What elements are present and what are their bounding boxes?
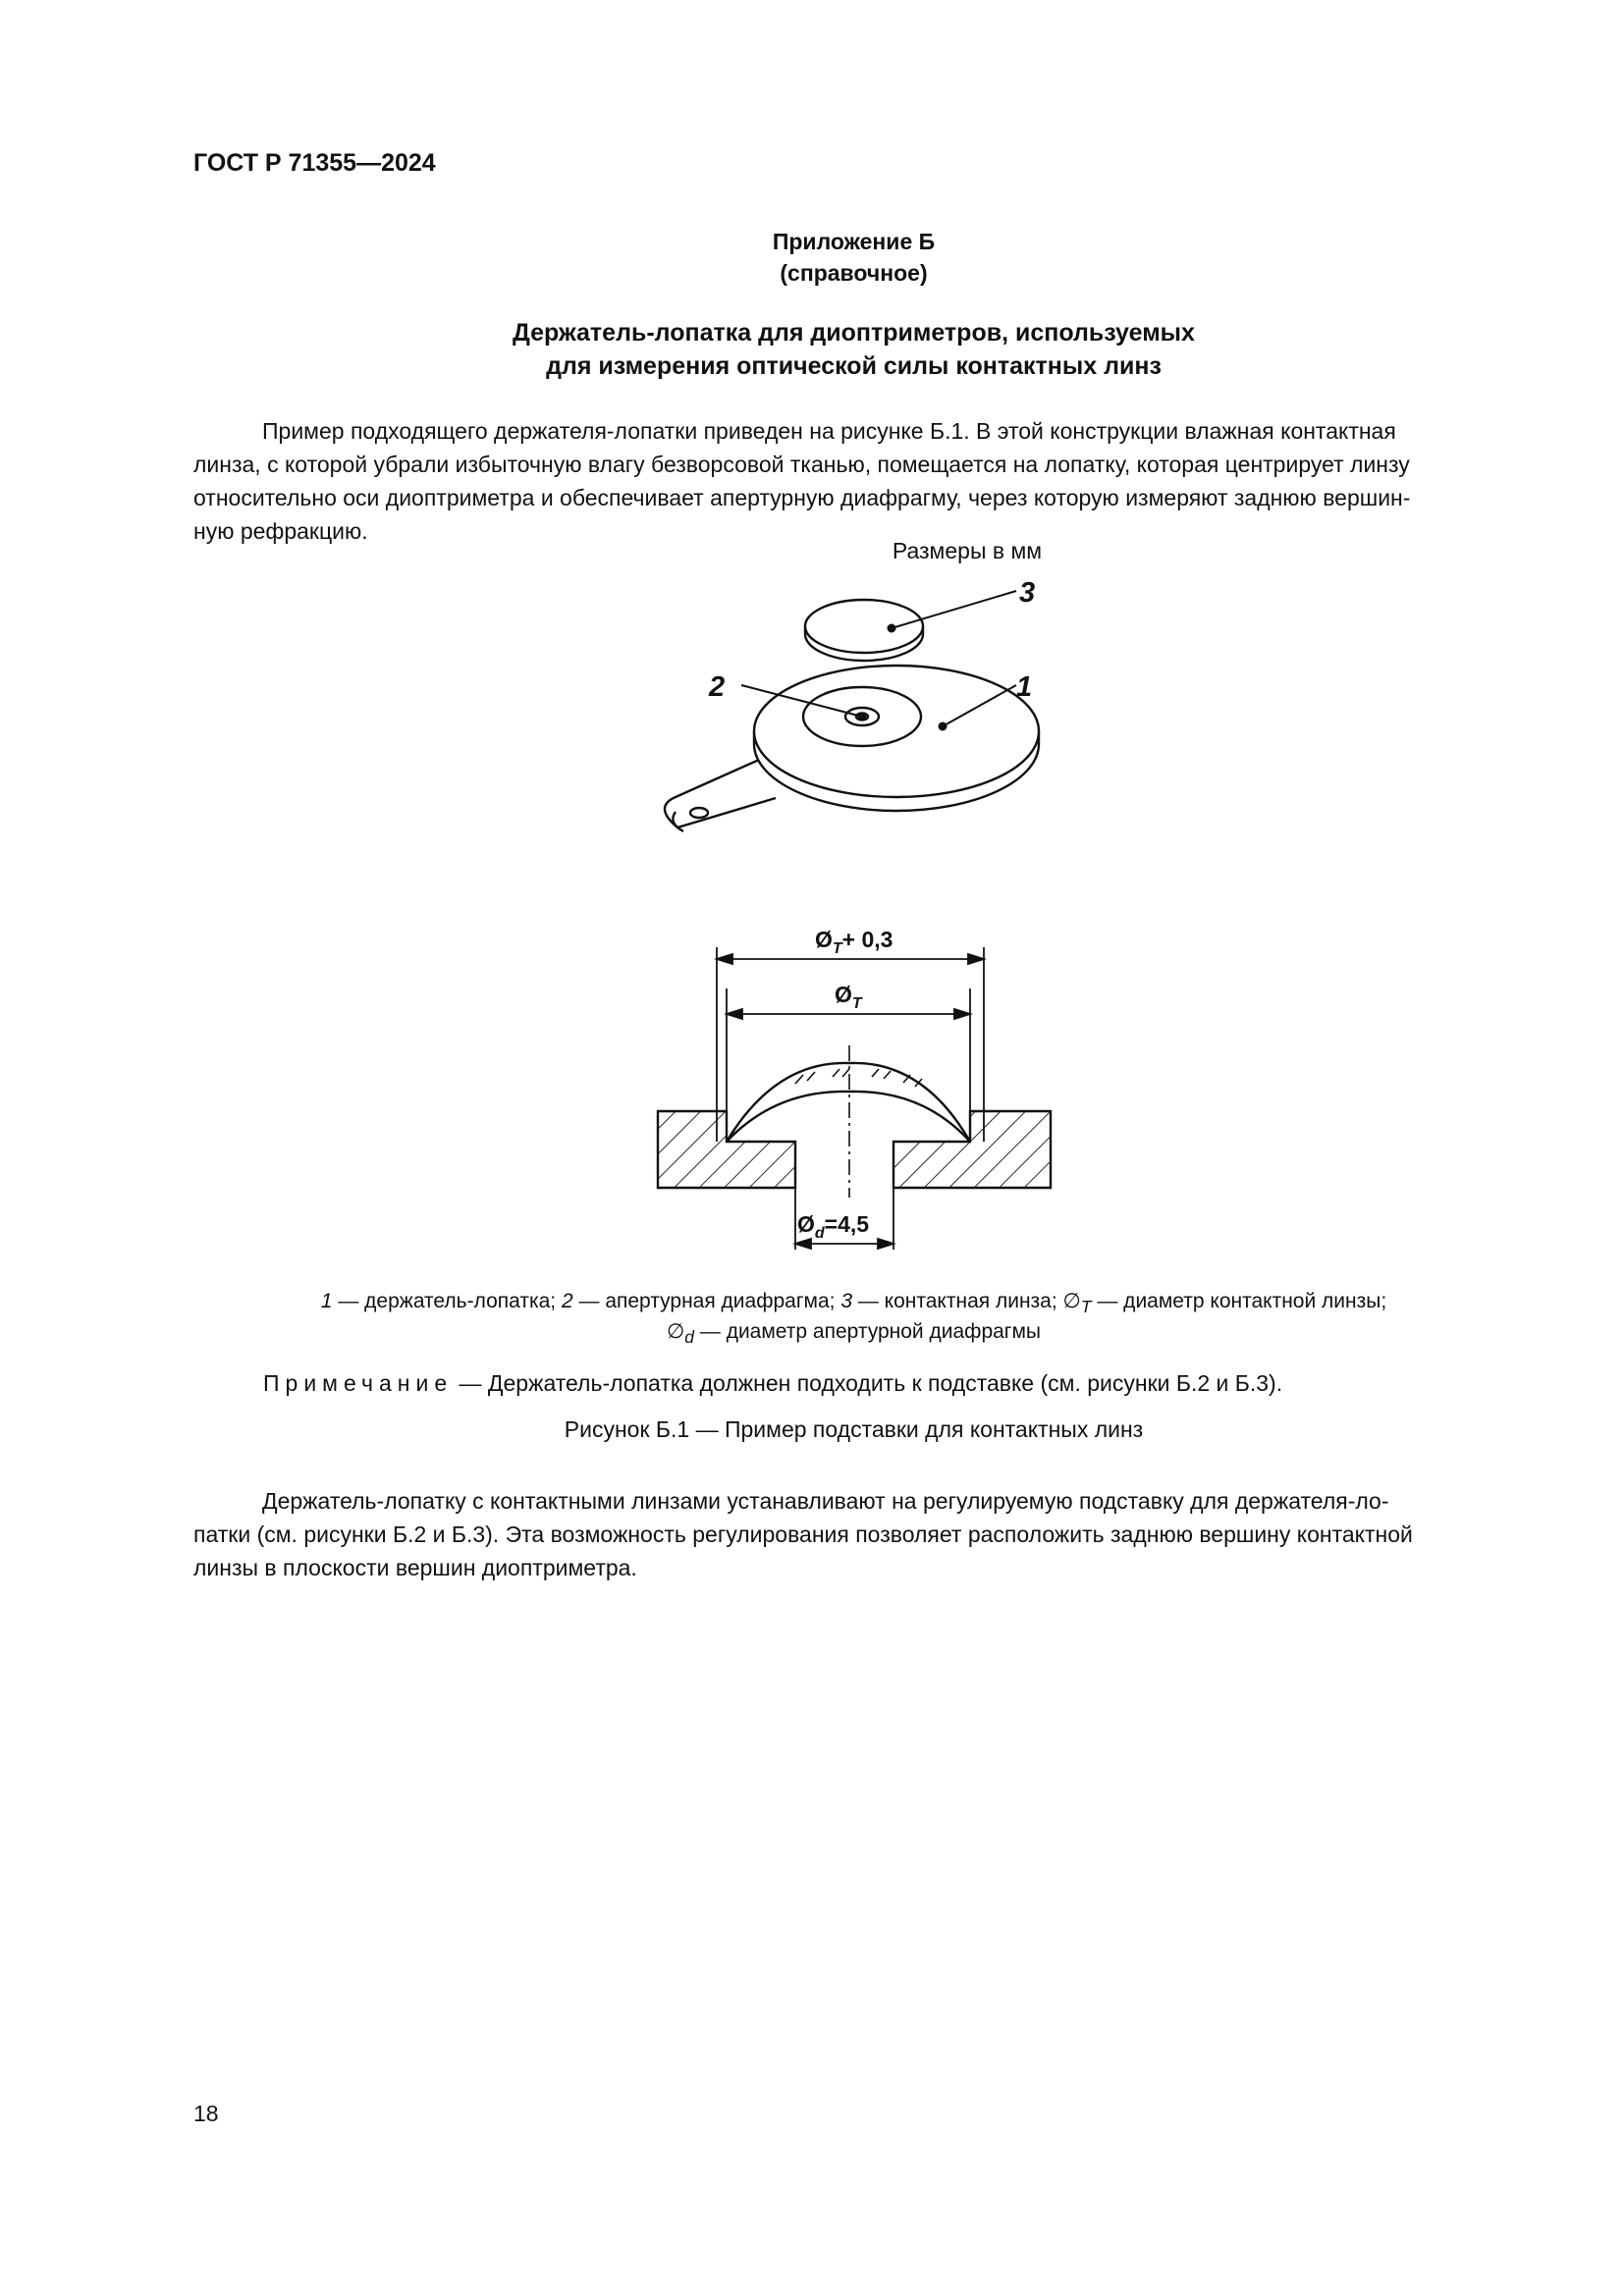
section-title-line-1: Держатель-лопатка для диоптриметров, используемых [513, 319, 1195, 347]
note-text: — Держатель-лопатка должнен подходить к подставке (см. рисунки Б.2 и Б.3). [453, 1370, 1283, 1396]
lens-section [727, 1063, 970, 1142]
document-code: ГОСТ Р 71355—2024 [193, 149, 436, 177]
figure-legend [193, 1289, 1514, 1350]
paragraph-2-line-3: линзы в плоскости вершин диоптриметра. [193, 1555, 637, 1580]
legend-line-1: 1 — держатель-лопатка; 2 — апертурная диафрагма; 3 — контактная линза; $\emptyset_T$ — диаметр контактной линзы; [320, 1290, 1387, 1317]
callout-1: 1 [1016, 671, 1033, 703]
dim-aperture-label: $Ø_d=4,5$ [797, 1211, 870, 1242]
paragraph-1-line-4: ную рефракцию. [193, 518, 368, 544]
annex-type: (справочное) [780, 260, 928, 286]
callout-3: 3 [1019, 577, 1036, 609]
contact-lens [805, 600, 923, 653]
section-title [193, 316, 1514, 383]
dim-outer-label: $Ø_T+ 0,3$ [815, 927, 893, 957]
callout-2: 2 [709, 671, 726, 703]
figure-caption: Рисунок Б.1 — Пример подставки для контактных линз [564, 1416, 1144, 1442]
holder-section-drawing [638, 898, 1070, 1271]
paragraph-1-line-1: Пример подходящего держателя-лопатки приведен на рисунке Б.1. В этой конструкции влажная контактная [262, 418, 1396, 444]
annex-title: Приложение Б [772, 229, 936, 254]
leader-3-dot [889, 625, 895, 632]
paragraph-1-line-2: линза, с которой убрали избыточную влагу безворсовой тканью, помещается на лопатку, которая центрирует линзу [193, 452, 1410, 477]
figure-note [263, 1370, 1282, 1397]
paragraph-2-line-1: Держатель-лопатку с контактными линзами устанавливают на регулируемую подставку для держателя-ло- [262, 1488, 1389, 1514]
paragraph-1 [193, 414, 1514, 548]
holder-handle [665, 756, 776, 828]
dim-inner-label: $Ø_T$ [835, 982, 862, 1012]
holder-isometric-drawing [648, 569, 1080, 864]
page-number: 18 [193, 2101, 219, 2126]
dimensions-note: Размеры в мм [892, 538, 1043, 563]
holder-section-right [893, 1111, 1051, 1188]
paragraph-1-line-3: относительно оси диоптриметра и обеспечивает апертурную диафрагму, через которую измеряют заднюю вершин- [193, 485, 1411, 510]
note-label: Примечание [263, 1370, 454, 1396]
legend-line-2: $\emptyset_d$ — диаметр апертурной диафрагмы [667, 1320, 1041, 1348]
section-title-line-2: для измерения оптической силы контактных линз [546, 352, 1162, 380]
leader-1-dot [940, 723, 947, 730]
handle-hole [690, 808, 708, 818]
paragraph-2-line-2: патки (см. рисунки Б.2 и Б.3). Эта возможность регулирования позволяет расположить заднюю вершину контактной [193, 1522, 1413, 1547]
annex-heading [193, 226, 1514, 289]
paragraph-2 [193, 1484, 1514, 1584]
leader-2-dot [859, 714, 866, 721]
